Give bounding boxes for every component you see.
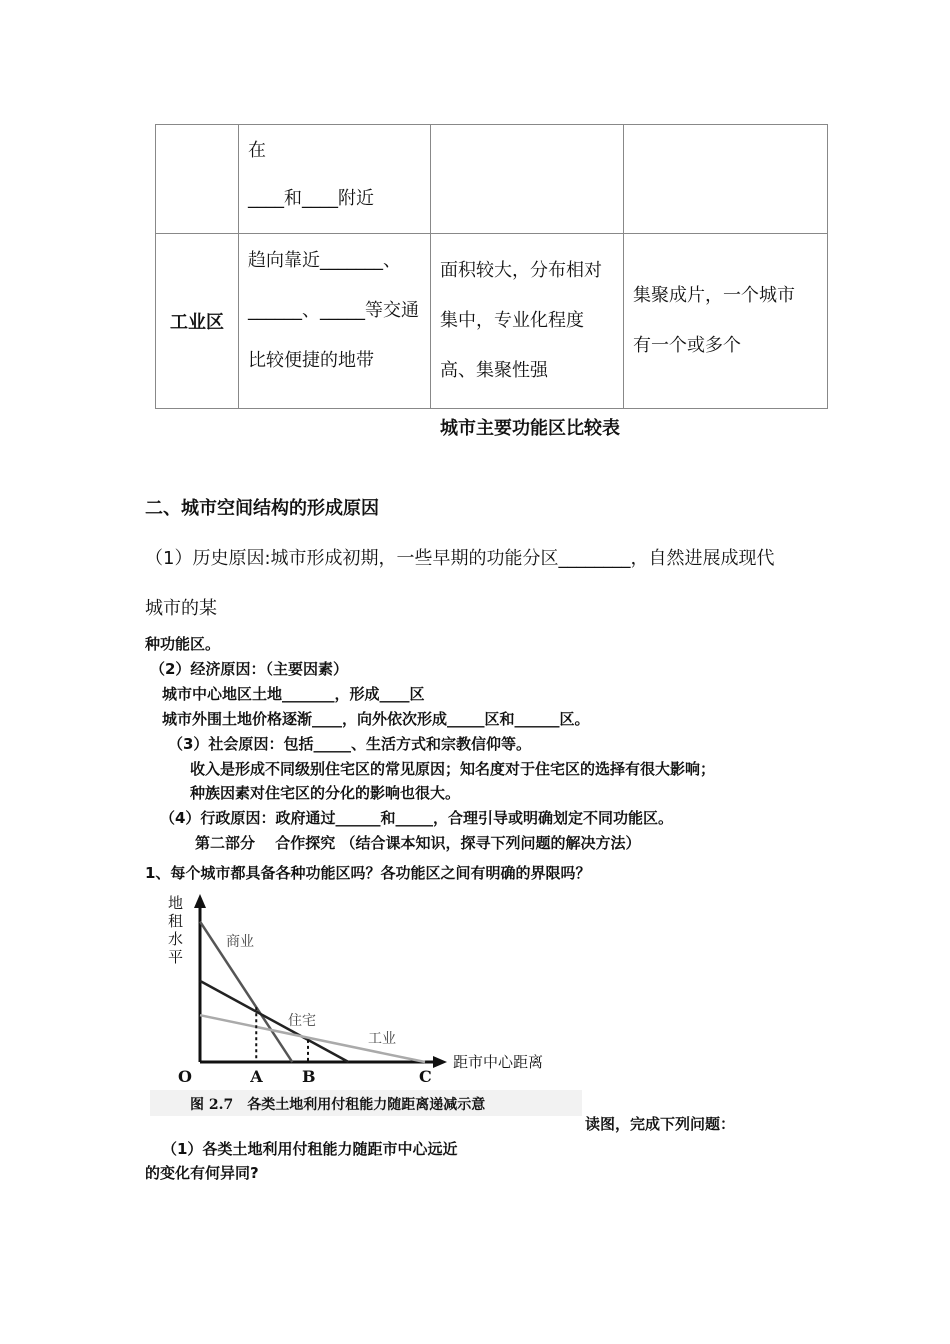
rent-chart <box>150 884 582 1116</box>
y-axis-arrow <box>194 894 206 908</box>
paragraph-text: （1）历史原因:城市形成初期，一些早期的功能分区________，自然进展成现代 <box>145 548 775 569</box>
question-title: 1、每个城市都具备各种功能区吗？各功能区之间有明确的界限吗？ <box>145 864 591 882</box>
feature-text: 面积较大，分布相对 <box>440 260 602 281</box>
paragraph-text: 收入是形成不同级别住宅区的常见原因；知名度对于住宅区的选择有很大影响； <box>190 760 716 778</box>
distribution-cell <box>624 234 828 409</box>
series-label: 商业 <box>226 934 254 950</box>
row-label <box>156 125 238 145</box>
read-prompt: 读图，完成下列问题： <box>585 1115 736 1133</box>
paragraph-title: （2）经济原因：（主要因素） <box>150 660 348 678</box>
y-axis-label: 租 <box>168 912 184 930</box>
table-row <box>156 125 828 234</box>
row-label-cell <box>156 234 239 409</box>
paragraph-text: （4）行政原因：政府通过______和_____，合理引导或明确划定不同功能区。 <box>160 809 673 827</box>
table-caption: 城市主要功能区比较表 <box>440 418 620 439</box>
x-axis-arrow <box>433 1056 447 1068</box>
location-text: ____和____附近 <box>248 188 374 209</box>
figure-caption: 图 2.7 各类土地利用付租能力随距离递减示意 <box>190 1097 486 1113</box>
series-line <box>200 981 349 1062</box>
location-text: 在 <box>248 140 266 161</box>
section-heading: 二、城市空间结构的形成原因 <box>145 498 379 519</box>
y-axis-label: 平 <box>168 948 184 966</box>
location-text: 比较便捷的地带 <box>248 350 374 371</box>
location-cell <box>239 234 431 409</box>
row-label-cell <box>156 125 239 234</box>
paragraph-text: 种功能区。 <box>145 635 221 653</box>
feature-cell <box>431 234 624 409</box>
distribution-cell <box>624 125 828 234</box>
distribution-text: 有一个或多个 <box>633 335 741 356</box>
table-row <box>156 234 828 409</box>
feature-cell <box>431 125 624 234</box>
rent-distance-figure <box>150 884 582 1116</box>
y-axis-label: 水 <box>168 930 184 948</box>
sub-question: 的变化有何异同? <box>145 1164 259 1182</box>
origin-label: O <box>178 1067 192 1086</box>
paragraph-text: 种族因素对住宅区的分化的影响也很大。 <box>190 784 461 802</box>
paragraph-text: 城市外围土地价格逐渐____，向外依次形成_____区和______区。 <box>162 710 590 728</box>
distribution-text: 集聚成片，一个城市 <box>633 285 795 306</box>
feature-text: 高、集聚性强 <box>440 360 548 381</box>
paragraph-title: （3）社会原因：包括_____、生活方式和宗教信仰等。 <box>168 735 531 753</box>
series-label: 住宅 <box>288 1013 316 1029</box>
location-text: ______、_____等交通 <box>248 300 419 321</box>
paragraph-text: 城市的某 <box>145 598 217 619</box>
location-text: 趋向靠近_______、 <box>248 250 401 271</box>
paragraph-text: 城市中心地区土地_______，形成____区 <box>162 685 425 703</box>
location-cell <box>239 125 431 234</box>
feature-text: 集中，专业化程度 <box>440 310 584 331</box>
sub-question: （1）各类土地利用付租能力随距市中心远近 <box>162 1140 458 1158</box>
series-label: 工业 <box>368 1031 396 1047</box>
part-heading: 第二部分 合作探究 （结合课本知识，探寻下列问题的解决方法） <box>195 834 641 852</box>
tick-label: A <box>250 1067 263 1086</box>
row-label: 工业区 <box>170 312 224 333</box>
y-axis-label: 地 <box>168 894 184 912</box>
tick-label: B <box>302 1067 316 1086</box>
x-axis-label: 距市中心距离 <box>453 1053 544 1071</box>
function-zone-table <box>155 124 828 409</box>
tick-label: C <box>419 1067 432 1086</box>
